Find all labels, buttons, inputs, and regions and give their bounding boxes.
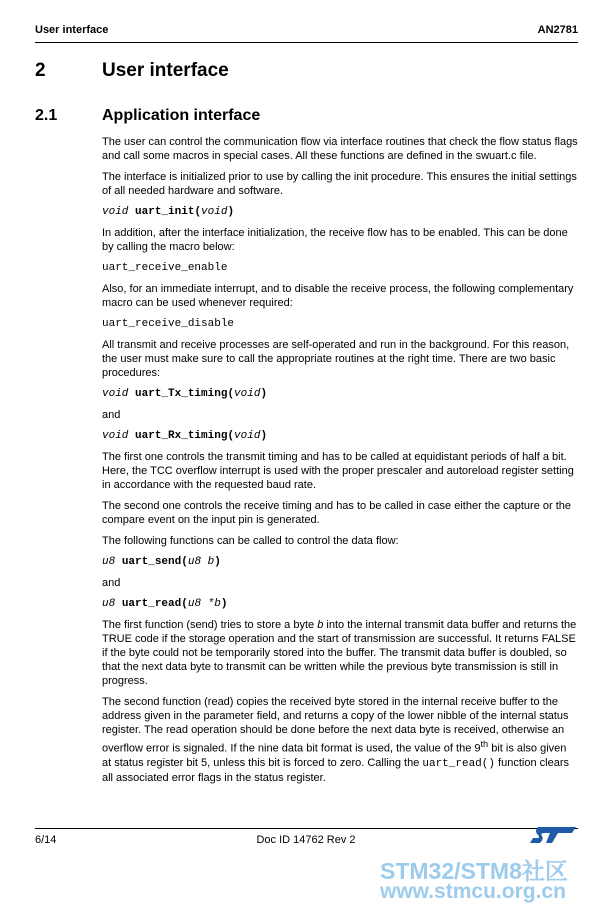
paragraph: The user can control the communication flow via interface routines that check the flow status flags and call some macros in special cases. All these functions are defined in the swuart.c file. (102, 136, 578, 162)
code-argument: u8 *b (187, 598, 221, 610)
paragraph: The second one controls the receive timing and has to be called in case either the capture or the compare event on the input pin is generated. (102, 500, 572, 526)
superscript: th (480, 739, 489, 749)
code-argument: void (234, 388, 261, 400)
watermark-line2: www.stmcu.org.cn (380, 880, 566, 903)
italic-var: b (317, 619, 324, 631)
header-rule (35, 42, 578, 43)
code-paren-close: ) (214, 556, 221, 568)
inline-code: uart_read() (422, 757, 495, 770)
code-paren-close: ) (227, 206, 235, 218)
code-paren-open: ( (181, 598, 188, 610)
subsection-number: 2.1 (35, 107, 58, 124)
text-run: function clears all associated error flags in the status register. (102, 756, 569, 784)
paragraph: The first one controls the transmit timing and has to be called at equidistant periods of half a bit. Here, the TCC overflow interrupt is used with the proper prescaler and autoreload register setting in accordance with the requested baud rate. (102, 451, 574, 491)
code-return-type: void (102, 206, 129, 218)
code-uart-send (102, 555, 578, 569)
code-paren-close: ) (260, 388, 268, 400)
code-paren-close: ) (220, 598, 228, 610)
text-run: into the internal transmit data buffer and returns the TRUE code if the storage operation and the start of transmission are successful. It returns FALSE if the byte could not be temporarily stored into the buffer. The transmit data buffer is doubled, so that the next data byte to transmit can be written while the previous byte transmission is still in progress. (102, 619, 577, 687)
connector-text: and (102, 577, 121, 589)
paragraph (102, 695, 578, 785)
text-run: The second function (read) copies the received byte stored in the internal receive buffer to the address given in the parameter field, and returns a copy of the lower nibble of the internal status register. The read operation should be done before the next data byte is received, otherwise an overflow error is signaled. If the nine data bit format is used, the value of the 9 (102, 696, 569, 755)
paragraph: In addition, after the interface initialization, the receive flow has to be enabled. This can be done by calling the macro below: (102, 227, 568, 253)
code-receive-enable: uart_receive_enable (102, 262, 228, 274)
text-run: The first function (send) tries to store a byte (102, 619, 318, 631)
code-argument: void (201, 206, 228, 218)
code-function-name: uart_send (121, 556, 182, 568)
section-title: User interface (102, 60, 229, 81)
st-logo-icon (528, 825, 578, 845)
header-right: AN2781 (537, 24, 578, 36)
code-tx-timing (102, 387, 578, 401)
code-function-name: uart_init (135, 206, 195, 218)
watermark-line1: STM32/STM8社区 (380, 858, 568, 884)
code-return-type: u8 (102, 598, 116, 610)
code-return-type: u8 (102, 556, 116, 568)
code-rx-timing (102, 429, 578, 443)
code-paren-close: ) (260, 430, 268, 442)
code-uart-init (102, 205, 578, 219)
footer-rule (35, 828, 578, 829)
paragraph (102, 618, 578, 688)
paragraph: The interface is initialized prior to use by calling the init procedure. This ensures the initial settings of all needed hardware and software. (102, 171, 577, 197)
footer-doc-id: Doc ID 14762 Rev 2 (256, 834, 356, 846)
text-run: bit is also given at status register bit 5, unless this bit is forced to zero. Calling the (102, 742, 567, 769)
connector-text: and (102, 409, 121, 421)
paragraph: Also, for an immediate interrupt, and to disable the receive process, the following complementary macro can be used whenever required: (102, 283, 574, 309)
paragraph: The following functions can be called to control the data flow: (102, 535, 399, 547)
code-paren-open: ( (227, 388, 235, 400)
code-argument: u8 b (187, 556, 215, 568)
section-number: 2 (35, 60, 46, 81)
header-left: User interface (35, 24, 109, 36)
code-uart-read (102, 597, 578, 611)
footer-page-number: 6/14 (35, 834, 57, 846)
code-paren-open: ( (194, 206, 202, 218)
code-paren-open: ( (181, 556, 188, 568)
paragraph: All transmit and receive processes are self-operated and run in the background. For this reason, the user must make sure to call the appropriate routines at the right time. There are two basic procedures: (102, 339, 570, 379)
subsection-title: Application interface (102, 107, 261, 124)
code-return-type: void (102, 388, 129, 400)
code-return-type: void (102, 430, 129, 442)
code-function-name: uart_Rx_timing (135, 430, 228, 442)
code-receive-disable: uart_receive_disable (102, 318, 235, 330)
code-function-name: uart_Tx_timing (135, 388, 228, 400)
code-paren-open: ( (227, 430, 235, 442)
code-argument: void (234, 430, 261, 442)
code-function-name: uart_read (121, 598, 182, 610)
body-content (102, 135, 578, 792)
